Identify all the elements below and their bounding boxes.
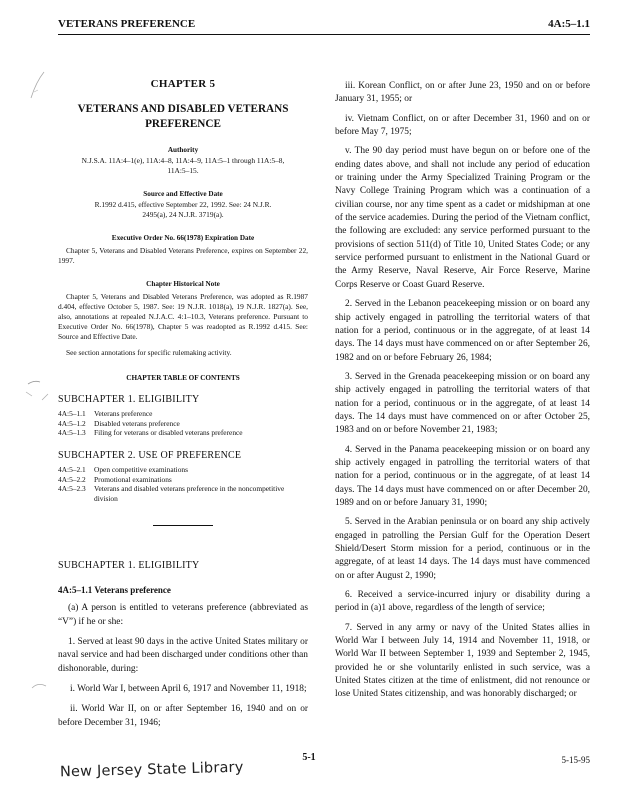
toc-entry-text: Veterans and disabled veterans preference in the noncompetitive division — [94, 484, 285, 503]
toc-subchapter-1-title: SUBCHAPTER 1. ELIGIBILITY — [58, 394, 200, 406]
toc-entry-number: 4A:5–2.3 — [58, 484, 86, 494]
toc-entry — [58, 465, 308, 475]
toc-entry-text: Disabled veterans preference — [94, 418, 180, 428]
item-3: 3. Served in the Grenada peacekeeping mission or on board any ship actively engaged in patrolling the territorial waters of that nation for a period, continuous or in the aggregate, of at least 14 days. The 14 days must have commenced on or after October 25, 1983 and on or before November 21, 1983; — [335, 371, 590, 436]
toc-entry-number: 4A:5–1.3 — [58, 428, 86, 438]
toc-entry — [58, 484, 308, 503]
item-5: 5. Served in the Arabian peninsula or on board any ship actively engaged in patrolling the Persian Gulf for the Operation Desert Shield/Desert Storm mission for a period, continuous or in the aggregate, of at least 14 days. The 14 days must have commenced on or after August 2, 1990; — [335, 517, 590, 581]
historical-note-text: Chapter 5, Veterans and Disabled Veterans Preference, was adopted as R.1987 d.404, effective October 5, 1987. See: 19 N.J.R. 1018(a), 19 N.J.R. 1827(a). See, also, annotations at repealed N.J.A.C. 4:1–10.3, Veterans preference. Pursuant to Executive Order No. 66(1978), Chapter 5 was readopted as R.1992 d.415. See: Source and Effective Date. — [58, 292, 308, 342]
item-1-iii: iii. Korean Conflict, on or after June 23, 1950 and on or before January 31, 1955; or — [335, 81, 590, 105]
header-rule — [58, 34, 590, 35]
authority-heading: Authority — [167, 146, 199, 155]
toc-entry-number: 4A:5–1.2 — [58, 418, 86, 428]
toc-entry — [58, 409, 243, 419]
toc-subchapter-1-list — [58, 409, 243, 438]
toc-entry-text: Filing for veterans or disabled veterans preference — [94, 428, 243, 438]
scan-mark-icon — [24, 378, 52, 406]
toc-entry-number: 4A:5–1.1 — [58, 409, 86, 419]
toc-entry — [58, 428, 243, 438]
right-column — [335, 80, 590, 708]
item-6: 6. Received a service-incurred injury or disability during a period in (a)1 above, regardless of the length of service; — [335, 590, 590, 614]
item-4: 4. Served in the Panama peacekeeping mission or on board any ship actively engaged in patrolling the territorial waters of that nation for a period, continuous or in the aggregate, of at least 14 days. The 14 days must have commenced on or after December 20, 1989 and on or before January 31, 1990; — [335, 444, 590, 508]
item-1-i: i. World War I, between April 6, 1917 and November 11, 1918; — [70, 684, 307, 695]
toc-heading: CHAPTER TABLE OF CONTENTS — [126, 374, 240, 383]
revision-date: 5-15-95 — [561, 755, 590, 765]
toc-entry-number: 4A:5–2.2 — [58, 474, 86, 484]
toc-entry-text: Promotional examinations — [94, 474, 172, 484]
section-divider — [153, 525, 213, 526]
item-7: 7. Served in any army or navy of the United States allies in World War I between July 14, 1914 and November 11, 1918, or World War II between September 1, 1939 and September 2, 1945, provided he or she voluntarily enlisted in such service, was a United States citizen at the time of enlistment, did not renounce or lose United States citizenship, and was honorably discharged; or — [335, 622, 590, 700]
source-heading: Source and Effective Date — [143, 190, 223, 199]
library-stamp: New Jersey State Library — [59, 759, 244, 781]
toc-subchapter-2-list — [58, 465, 308, 504]
historical-note-heading: Chapter Historical Note — [146, 280, 220, 289]
left-column — [58, 78, 308, 730]
source-text: R.1992 d.415, effective September 22, 1992. See: 24 N.J.R. 2495(a), 24 N.J.R. 3719(a). — [94, 200, 272, 220]
toc-entry-text: Open competitive examinations — [94, 464, 188, 474]
toc-entry — [58, 475, 308, 485]
section-heading: 4A:5–1.1 Veterans preference — [58, 585, 171, 596]
scan-mark-icon — [28, 70, 48, 100]
item-2: 2. Served in the Lebanon peacekeeping mission or on board any ship actively engaged in patrolling the territorial waters of that nation for a period, continuous or in the aggregate, of at least 14 days. The 14 days must have commenced on or after September 26, 1982 and on or before February 26, 1984; — [335, 299, 590, 363]
scan-mark-icon — [30, 678, 50, 694]
toc-subchapter-2-title: SUBCHAPTER 2. USE OF PREFERENCE — [58, 449, 242, 461]
executive-order-heading: Executive Order No. 66(1978) Expiration Date — [111, 234, 255, 243]
annotations-note: See section annotations for specific rulemaking activity. — [66, 348, 232, 358]
authority-text: N.J.S.A. 11A:4–1(e), 11A:4–8, 11A:4–9, 11A:5–1 through 11A:5–8, 11A:5–15. — [81, 156, 285, 176]
chapter-number: CHAPTER 5 — [150, 78, 216, 90]
item-1-iv: iv. Vietnam Conflict, on or after December 31, 1960 and on or before May 7, 1975; — [335, 113, 590, 138]
toc-entry — [58, 419, 243, 429]
item-1-ii: ii. World War II, on or after September 16, 1940 and on or before December 31, 1946; — [58, 704, 308, 728]
executive-order-text: Chapter 5, Veterans and Disabled Veterans Preference, expires on September 22, 1997. — [58, 246, 308, 266]
page-number: 5-1 — [302, 752, 316, 763]
toc-entry-number: 4A:5–2.1 — [58, 464, 86, 474]
paragraph-a-intro: (a) A person is entitled to veterans preference (abbreviated as “V”) if he or she: — [58, 603, 308, 627]
header-title: VETERANS PREFERENCE — [58, 18, 196, 30]
chapter-title: VETERANS AND DISABLED VETERANS PREFERENCE — [77, 103, 289, 131]
item-1-v: v. The 90 day period must have begun on or before one of the ending dates above, and shall not include any period of education or training under the Army Specialized Training Program or the Navy College Training Program which was a continuation of a civilian course, nor any time spent as a cadet or midshipman at one of the service academies. During the period of the Vietnam conflict, the following are excluded: any service performed pursuant to the provisions of section 511(d) of Title 10, United States Code; or any service performed pursuant to enlistment in the National Guard or the Army Reserve, Naval Reserve, Air Force Reserve, Marine Corps Reserve or Coast Guard Reserve. — [335, 146, 590, 290]
item-1: 1. Served at least 90 days in the active United States military or naval service and had been discharged under conditions other than dishonorable, during: — [58, 637, 308, 674]
subchapter-1-title: SUBCHAPTER 1. ELIGIBILITY — [58, 560, 200, 572]
toc-entry-text: Veterans preference — [94, 409, 153, 419]
header-section-number: 4A:5–1.1 — [548, 18, 590, 30]
